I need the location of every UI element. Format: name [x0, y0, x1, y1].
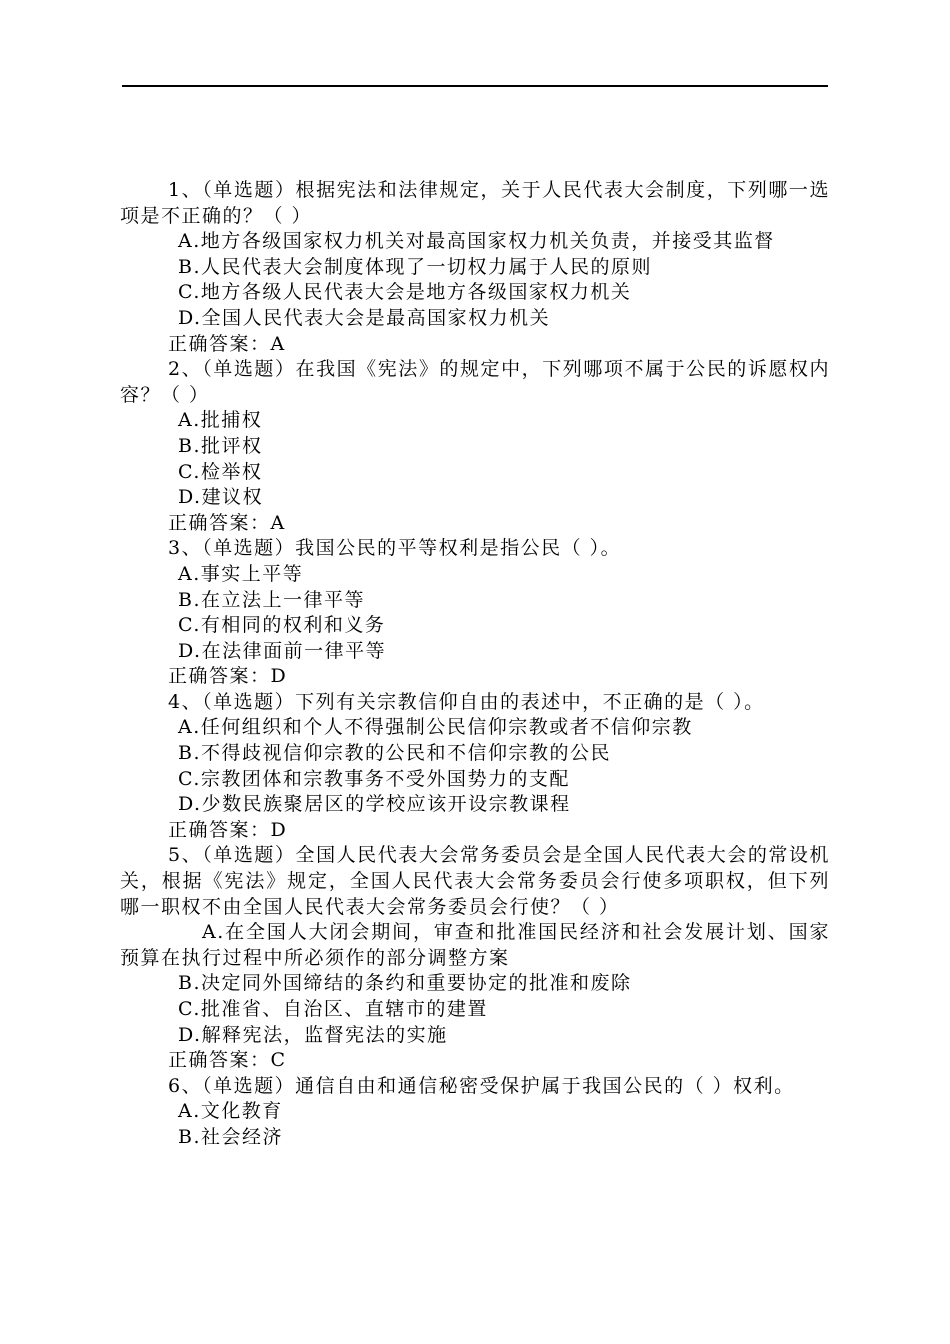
question-stem: 1、（单选题）根据宪法和法律规定，关于人民代表大会制度，下列哪一选项是不正确的？（ ）: [120, 179, 830, 227]
option-d: D.建议权: [178, 486, 264, 509]
option-c: C.批准省、自治区、直辖市的建置: [178, 998, 488, 1020]
question-stem: 6、（单选题）通信自由和通信秘密受保护属于我国公民的（ ）权利。: [168, 1074, 795, 1097]
question-1: [120, 178, 830, 357]
option-b: B.决定同外国缔结的条约和重要协定的批准和废除: [178, 972, 632, 995]
option-c: C.地方各级人民代表大会是地方各级国家权力机关: [178, 281, 632, 304]
option-b: B.批评权: [178, 434, 263, 457]
option-a: A.在全国人大闭会期间，审查和批准国民经济和社会发展计划、国家预算在执行过程中所必须作的部分调整方案: [120, 921, 830, 969]
question-stem: 5、（单选题）全国人民代表大会常务委员会是全国人民代表大会的常设机关，根据《宪法》规定，全国人民代表大会常务委员会行使多项职权，但下列哪一职权不由全国人民代表大会常务委员会行使？（ ）: [120, 844, 830, 918]
question-5: [120, 843, 830, 1073]
option-b: B.不得歧视信仰宗教的公民和不信仰宗教的公民: [178, 742, 612, 765]
option-d: D.全国人民代表大会是最高国家权力机关: [178, 306, 551, 329]
option-c: C.宗教团体和宗教事务不受外国势力的支配: [178, 767, 570, 790]
question-stem: 4、（单选题）下列有关宗教信仰自由的表述中，不正确的是（ ）。: [168, 690, 765, 713]
option-b: B.在立法上一律平等: [178, 588, 366, 611]
option-d: D.解释宪法，监督宪法的实施: [178, 1023, 448, 1046]
option-d: D.少数民族聚居区的学校应该开设宗教课程: [178, 793, 571, 816]
option-a: A.地方各级国家权力机关对最高国家权力机关负责，并接受其监督: [178, 230, 775, 253]
option-a: A.任何组织和个人不得强制公民信仰宗教或者不信仰宗教: [178, 716, 693, 739]
correct-answer: 正确答案：A: [168, 332, 286, 355]
option-a: A.文化教育: [178, 1100, 283, 1123]
option-a: A.批捕权: [178, 409, 263, 432]
correct-answer: 正确答案：C: [168, 1049, 287, 1072]
question-4: [120, 690, 830, 844]
option-b: B.社会经济: [178, 1125, 284, 1148]
document-body: [120, 178, 830, 1151]
question-stem: 2、（单选题）在我国《宪法》的规定中，下列哪项不属于公民的诉愿权内容？（ ）: [120, 358, 830, 406]
option-a: A.事实上平等: [178, 562, 304, 585]
option-b: B.人民代表大会制度体现了一切权力属于人民的原则: [178, 255, 653, 278]
correct-answer: 正确答案：D: [168, 665, 288, 688]
question-stem: 3、（单选题）我国公民的平等权利是指公民（ ）。: [168, 537, 622, 560]
question-6: [120, 1074, 830, 1151]
option-c: C.有相同的权利和义务: [178, 614, 386, 637]
question-2: [120, 357, 830, 536]
option-d: D.在法律面前一律平等: [178, 639, 387, 662]
option-c: C.检举权: [178, 460, 263, 483]
correct-answer: 正确答案：A: [168, 511, 286, 534]
correct-answer: 正确答案：D: [168, 818, 288, 841]
question-3: [120, 536, 830, 690]
header-rule: [122, 85, 828, 87]
